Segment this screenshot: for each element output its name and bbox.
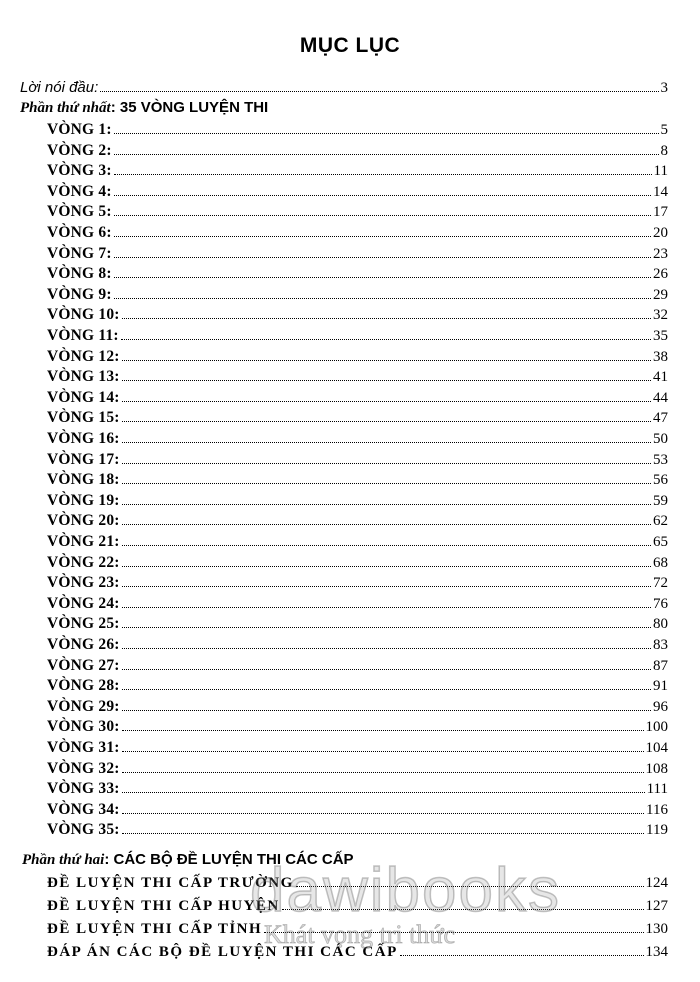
toc-entry-label: VÒNG 22: bbox=[47, 553, 120, 571]
dot-leader bbox=[114, 298, 651, 299]
dot-leader bbox=[114, 236, 651, 237]
dot-leader bbox=[122, 483, 651, 484]
toc-entry[interactable] bbox=[47, 896, 668, 916]
dot-leader bbox=[122, 545, 651, 546]
toc-entry[interactable] bbox=[47, 511, 668, 531]
dot-leader bbox=[264, 932, 643, 933]
dot-leader bbox=[121, 339, 651, 340]
toc-entry-page: 119 bbox=[646, 822, 668, 839]
part-one-prefix: Phần thứ nhất bbox=[20, 100, 111, 116]
toc-entry[interactable] bbox=[47, 656, 668, 676]
toc-entry-label: VÒNG 33: bbox=[47, 780, 120, 798]
dot-leader bbox=[122, 607, 651, 608]
toc-entry-page: 26 bbox=[653, 266, 668, 283]
toc-entry-label: VÒNG 23: bbox=[47, 574, 120, 592]
toc-entry-page: 91 bbox=[653, 678, 668, 695]
page-title: MỤC LỤC bbox=[299, 34, 401, 57]
toc-entry[interactable] bbox=[47, 697, 668, 717]
dot-leader bbox=[114, 154, 659, 155]
toc-entry-label: VÒNG 11: bbox=[47, 327, 119, 344]
dot-leader bbox=[114, 174, 652, 175]
toc-entry-page: 130 bbox=[645, 921, 668, 937]
toc-entry[interactable] bbox=[47, 264, 668, 284]
toc-entry[interactable] bbox=[47, 408, 668, 428]
toc-entry[interactable] bbox=[47, 182, 668, 202]
part-two-prefix: Phần thứ hai bbox=[22, 852, 105, 868]
toc-entry-page: 62 bbox=[653, 513, 668, 530]
dot-leader bbox=[122, 669, 651, 670]
toc-entry-page: 68 bbox=[653, 554, 668, 571]
toc-entry-page: 96 bbox=[653, 698, 668, 715]
toc-entry-page: 65 bbox=[653, 534, 668, 550]
toc-entry-page: 38 bbox=[653, 348, 668, 365]
dot-leader bbox=[122, 504, 651, 505]
dot-leader bbox=[100, 91, 658, 92]
toc-entry[interactable] bbox=[47, 759, 668, 779]
toc-entry-label: VÒNG 19: bbox=[47, 491, 120, 509]
dot-leader bbox=[114, 133, 659, 134]
toc-entry-page: 32 bbox=[653, 307, 668, 324]
toc-entry-page: 11 bbox=[653, 163, 668, 180]
toc-entry-page: 108 bbox=[645, 760, 668, 777]
dot-leader bbox=[122, 318, 651, 319]
toc-entry-page: 8 bbox=[660, 142, 668, 159]
toc-entry-label: VÒNG 21: bbox=[47, 533, 120, 550]
toc-entry[interactable] bbox=[47, 676, 668, 696]
toc-entry[interactable] bbox=[47, 594, 668, 614]
toc-entry-label: VÒNG 13: bbox=[47, 368, 120, 386]
toc-entry-label: ĐỀ LUYỆN THI CẤP TRƯỜNG bbox=[47, 875, 294, 891]
toc-entry[interactable] bbox=[47, 779, 668, 799]
toc-entry-page: 59 bbox=[653, 492, 668, 509]
toc-entry-label: VÒNG 8: bbox=[47, 265, 112, 283]
toc-entry-page: 47 bbox=[653, 410, 668, 427]
toc-entry-page: 72 bbox=[653, 575, 668, 592]
toc-entry-page: 5 bbox=[660, 122, 668, 138]
toc-entry[interactable] bbox=[47, 738, 668, 758]
toc-entry[interactable] bbox=[47, 244, 668, 264]
toc-entry-page: 56 bbox=[653, 472, 668, 489]
dot-leader bbox=[114, 195, 651, 196]
dot-leader bbox=[400, 955, 644, 956]
toc-entry-page: 14 bbox=[653, 183, 668, 200]
toc-entry-label: VÒNG 27: bbox=[47, 656, 120, 674]
toc-entry-page: 124 bbox=[645, 875, 668, 891]
toc-entry[interactable] bbox=[47, 161, 668, 181]
toc-entry-label: VÒNG 6: bbox=[47, 224, 112, 241]
watermark-brand: dawibooks bbox=[250, 856, 561, 925]
dot-leader bbox=[122, 751, 644, 752]
toc-entry-page: 17 bbox=[653, 204, 668, 221]
toc-entry-label: VÒNG 15: bbox=[47, 409, 120, 427]
toc-entry-label: VÒNG 32: bbox=[47, 759, 120, 777]
toc-entry[interactable] bbox=[47, 532, 668, 552]
toc-entry-label: Lời nói đầu: bbox=[20, 79, 99, 96]
part-one-heading bbox=[20, 99, 268, 117]
toc-entry[interactable] bbox=[47, 285, 668, 305]
toc-entry-page: 80 bbox=[653, 616, 668, 633]
dot-leader bbox=[122, 772, 644, 773]
toc-entry[interactable] bbox=[47, 919, 668, 939]
toc-entry[interactable] bbox=[47, 491, 668, 511]
toc-entry-label: VÒNG 30: bbox=[47, 718, 120, 736]
toc-entry[interactable] bbox=[47, 800, 668, 820]
toc-entry[interactable] bbox=[47, 470, 668, 490]
toc-entry-page: 76 bbox=[653, 595, 668, 612]
toc-entry[interactable] bbox=[47, 873, 668, 893]
watermark-tagline: Khát vọng tri thức bbox=[264, 920, 456, 949]
toc-entry-page: 3 bbox=[660, 80, 668, 96]
toc-entry-label: ĐỀ LUYỆN THI CẤP HUYỆN bbox=[47, 898, 280, 914]
toc-entry[interactable] bbox=[47, 553, 668, 573]
part-two-heading bbox=[22, 851, 354, 869]
dot-leader bbox=[122, 648, 651, 649]
toc-entry-page: 116 bbox=[646, 801, 668, 818]
toc-entry-label: VÒNG 26: bbox=[47, 636, 120, 653]
toc-entry-label: VÒNG 4: bbox=[47, 182, 112, 200]
dot-leader bbox=[122, 421, 651, 422]
toc-entry-label: VÒNG 12: bbox=[47, 347, 120, 365]
toc-entry[interactable] bbox=[47, 429, 668, 449]
toc-entry[interactable] bbox=[47, 450, 668, 470]
dot-leader bbox=[122, 710, 651, 711]
toc-entry-label: VÒNG 3: bbox=[47, 162, 112, 180]
toc-entry[interactable] bbox=[47, 367, 668, 387]
toc-entry-label: VÒNG 16: bbox=[47, 430, 120, 447]
toc-entry[interactable] bbox=[47, 635, 668, 655]
toc-entry-label: VÒNG 9: bbox=[47, 285, 112, 303]
toc-entry-label: VÒNG 17: bbox=[47, 450, 120, 468]
toc-entry[interactable] bbox=[47, 141, 668, 161]
toc-entry-label: VÒNG 31: bbox=[47, 739, 120, 756]
dot-leader bbox=[122, 813, 644, 814]
toc-entry[interactable] bbox=[47, 305, 668, 325]
toc-entry-page: 83 bbox=[653, 637, 668, 653]
dot-leader bbox=[122, 730, 644, 731]
toc-entry-page: 111 bbox=[646, 781, 668, 798]
dot-leader bbox=[282, 909, 644, 910]
toc-entry[interactable] bbox=[47, 120, 668, 140]
toc-entry-page: 87 bbox=[653, 657, 668, 674]
toc-entry[interactable] bbox=[47, 326, 668, 346]
dot-leader bbox=[122, 401, 651, 402]
dot-leader bbox=[296, 886, 644, 887]
dot-leader bbox=[114, 277, 651, 278]
dot-leader bbox=[122, 586, 651, 587]
toc-entry-label: VÒNG 34: bbox=[47, 800, 120, 818]
toc-entry[interactable] bbox=[47, 347, 668, 367]
toc-entry[interactable] bbox=[47, 942, 668, 962]
dot-leader bbox=[122, 689, 651, 690]
toc-entry-label: VÒNG 5: bbox=[47, 203, 112, 221]
dot-leader bbox=[122, 627, 651, 628]
toc-entry-label: VÒNG 25: bbox=[47, 615, 120, 633]
toc-entry-intro[interactable] bbox=[20, 78, 668, 98]
toc-entry-label: VÒNG 28: bbox=[47, 677, 120, 695]
dot-leader bbox=[122, 566, 651, 567]
toc-entry-label: VÒNG 24: bbox=[47, 594, 120, 612]
toc-entry-page: 44 bbox=[653, 389, 668, 406]
toc-entry-page: 100 bbox=[645, 719, 668, 736]
dot-leader bbox=[122, 380, 651, 381]
toc-entry-page: 29 bbox=[653, 286, 668, 303]
toc-entry-page: 134 bbox=[645, 944, 668, 960]
toc-entry-page: 23 bbox=[653, 245, 668, 262]
part-two-title: : CÁC BỘ ĐỀ LUYỆN THI CÁC CẤP bbox=[104, 851, 354, 868]
toc-entry-label: VÒNG 1: bbox=[47, 121, 112, 138]
toc-entry-label: ĐÁP ÁN CÁC BỘ ĐỀ LUYỆN THI CÁC CẤP bbox=[47, 944, 398, 960]
toc-entry-label: ĐỀ LUYỆN THI CẤP TỈNH bbox=[47, 921, 263, 937]
toc-entry-label: VÒNG 10: bbox=[47, 306, 120, 324]
toc-entry-label: VÒNG 29: bbox=[47, 697, 120, 715]
toc-entry-label: VÒNG 18: bbox=[47, 471, 120, 489]
dot-leader bbox=[122, 463, 651, 464]
toc-entry-page: 104 bbox=[645, 740, 668, 756]
toc-entry-page: 41 bbox=[653, 369, 668, 386]
toc-entry-page: 53 bbox=[653, 451, 668, 468]
toc-entry[interactable] bbox=[47, 614, 668, 634]
dot-leader bbox=[122, 524, 651, 525]
dot-leader bbox=[122, 792, 645, 793]
toc-entry[interactable] bbox=[47, 388, 668, 408]
toc-entry[interactable] bbox=[47, 820, 668, 840]
dot-leader bbox=[122, 360, 651, 361]
toc-entry-page: 50 bbox=[653, 431, 668, 447]
dot-leader bbox=[122, 833, 644, 834]
toc-entry-page: 35 bbox=[653, 328, 668, 344]
toc-entry-page: 20 bbox=[653, 225, 668, 241]
toc-entry[interactable] bbox=[47, 202, 668, 222]
toc-entry[interactable] bbox=[47, 573, 668, 593]
toc-entry[interactable] bbox=[47, 717, 668, 737]
dot-leader bbox=[114, 215, 651, 216]
toc-entry-label: VÒNG 20: bbox=[47, 512, 120, 530]
toc-entry-label: VÒNG 35: bbox=[47, 821, 120, 839]
toc-entry-page: 127 bbox=[645, 898, 668, 914]
toc-entry[interactable] bbox=[47, 223, 668, 243]
toc-entry-label: VÒNG 2: bbox=[47, 141, 112, 159]
dot-leader bbox=[122, 442, 651, 443]
part-one-title: : 35 VÒNG LUYỆN THI bbox=[110, 99, 269, 116]
toc-entry-label: VÒNG 7: bbox=[47, 244, 112, 262]
toc-entry-label: VÒNG 14: bbox=[47, 388, 120, 406]
dot-leader bbox=[114, 257, 651, 258]
